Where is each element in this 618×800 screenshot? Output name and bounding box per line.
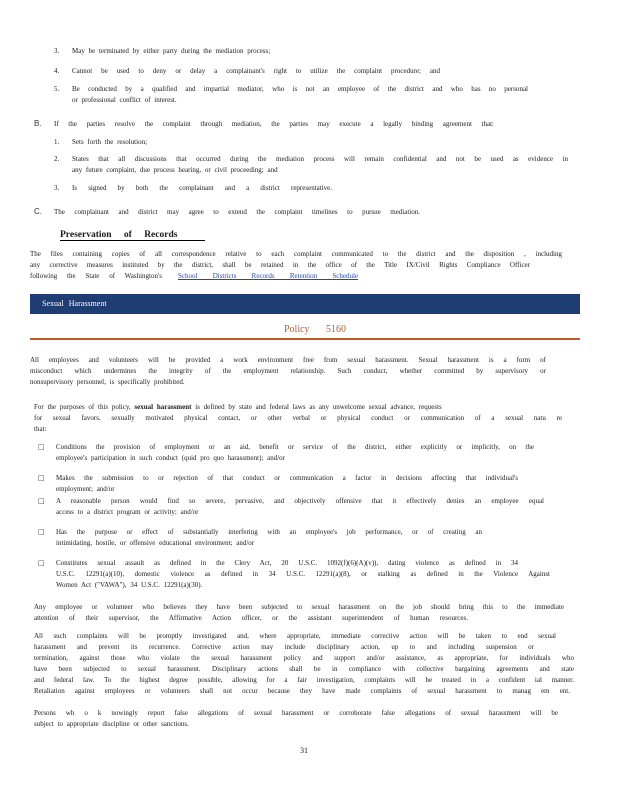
definition-post: is defined by state and federal laws as any unwelcome sexual advance, requests <box>195 403 442 411</box>
false-report-line: subject to appropriate discipline or other sanctions. <box>34 720 189 728</box>
policy-divider <box>30 338 580 340</box>
false-report-line: Persons wh o k nowingly report false allegations of sexual harassment or corroborate false allegations of sexual harassment will be <box>34 709 558 717</box>
bullet-text-cont: U.S.C. 12291(a)(10), domestic violence as defined in 34 U.S.C. 12291(a)(8), or stalking as defined in the Violence Against <box>56 570 550 578</box>
policy-title: Policy 5160 <box>284 324 347 335</box>
list-item-text: Cannot be used to deny or delay a complainant's right to utilize the complaint procedure; and <box>72 67 440 75</box>
definition-pre: For the purposes of this policy, <box>34 403 131 411</box>
list-item-text: States that all discussions that occurred during the mediation process will remain confidential and not be used as evidence in <box>72 155 568 163</box>
bullet-text-cont: access to a district program or activity; and/or <box>56 508 199 516</box>
list-number: 2. <box>54 155 60 163</box>
list-number: 3. <box>54 184 60 192</box>
intro-line: misconduct which undermines the integrity of the employment relationship. Such conduct, whether committed by supervisory or <box>30 367 546 375</box>
definition-line: that: <box>34 425 47 433</box>
investigation-line: harassment and prevent its recurrence. Corrective action may include disciplinary action, up to and including suspension or <box>34 643 534 651</box>
report-line: Any employee or volunteer who believes they have been subjected to sexual harassment on the job should bring this to the immediate <box>34 603 564 611</box>
preservation-line: The files containing copies of all correspondence relative to each complaint communicated to the district and the disposition , including <box>30 250 562 258</box>
report-line: attention of their supervisor, the Affirmative Action officer, or the assistant superintendent of human resources. <box>34 614 468 622</box>
definition-line <box>34 403 564 412</box>
investigation-line: termination, against those who violate the sexual harassment policy and support and/or assistance, as appropriate, for individuals who <box>34 654 574 662</box>
list-item-text-cont: any future complaint, due process hearing, or civil proceeding; and <box>72 166 278 174</box>
intro-line: nonsupervisory personnel, is specifically prohibited. <box>30 378 185 386</box>
bullet-text: Has the purpose or effect of substantially interfering with an employee's job performance, or of creating an <box>56 528 482 536</box>
section-banner <box>30 294 580 314</box>
bullet-text-cont: employee's participation in such conduct (quid pro quo harassment); and/or <box>56 454 286 462</box>
preservation-line: following the State of Washington's <box>30 272 162 280</box>
investigation-line: Retaliation against employees or volunteers shall not occur because they have made complaints of sexual harassment to manag em ent. <box>34 687 570 695</box>
section-text: If the parties resolve the complaint through mediation, the parties may execute a legally binding agreement that: <box>54 120 494 128</box>
list-item-text: Sets forth the resolution; <box>72 138 148 146</box>
investigation-line: and federal law. To the highest degree possible, allowing for a fair investigation, complaints will be treated in a confident ial manner. <box>34 676 574 684</box>
bullet-text: Constitutes sexual assault as defined in the Clery Act, 20 U.S.C. 1092(f)(6)(A)(v)), dating violence as defined in 34 <box>56 559 518 567</box>
section-text: The complainant and district may agree to extend the complaint timelines to pursue mediation. <box>54 208 420 216</box>
list-number: 1. <box>54 138 60 146</box>
checkbox-bullet-icon: □ <box>38 474 45 482</box>
bullet-text-cont: employment; and/or <box>56 485 115 493</box>
page-number: 31 <box>300 746 308 755</box>
checkbox-bullet-icon: □ <box>38 443 45 451</box>
list-item-text-cont: or professional conflict of interest. <box>72 96 177 104</box>
section-letter: C. <box>34 207 42 216</box>
section-heading: Preservation of Records <box>60 230 205 241</box>
section-letter: B. <box>34 119 42 128</box>
list-number: 3. <box>54 47 60 55</box>
definition-term: sexual harassment <box>134 403 192 411</box>
checkbox-bullet-icon: □ <box>38 528 45 536</box>
investigation-line: have been subjected to sexual harassment. Disciplinary actions shall be in compliance with collective bargaining agreements and state <box>34 665 574 673</box>
retention-schedule-link[interactable]: School Districts Records Retention Schedule <box>178 272 358 280</box>
list-item-text: Is signed by both the complainant and a district representative. <box>72 184 332 192</box>
bullet-text: Makes the submission to or rejection of that conduct or communication a factor in decisions affecting that individual's <box>56 474 518 482</box>
bullet-text-cont: intimidating, hostile, or offensive educational environment; and/or <box>56 539 255 547</box>
list-number: 4. <box>54 67 60 75</box>
checkbox-bullet-icon: □ <box>38 497 45 505</box>
bullet-text: A reasonable person would find so severe, pervasive, and objectively offensive that it effectively denies an employee equal <box>56 497 544 505</box>
list-number: 5. <box>54 85 60 93</box>
definition-line: for sexual favors, sexually motivated physical contact, or other verbal or physical conduct or communication of a sexual natu re <box>34 414 562 422</box>
preservation-line: any corrective measures instituted by the district, shall be retained in the office of the Title IX/Civil Rights Compliance Officer <box>30 261 530 269</box>
bullet-text-cont: Women Act ("VAWA"), 34 U.S.C. 12291(a)(30). <box>56 581 203 589</box>
intro-line: All employees and volunteers will be provided a work environment free from sexual harassment. Sexual harassment is a form of <box>30 356 546 364</box>
list-item-text: Be conducted by a qualified and impartial mediator, who is not an employee of the district and who has no personal <box>72 85 528 93</box>
bullet-text: Conditions the provision of employment or an aid, benefit or service of the district, either explicitly or implicitly, on the <box>56 443 534 451</box>
investigation-line: All such complaints will be promptly investigated and, where appropriate, immediate corrective action will be taken to end sexual <box>34 632 556 640</box>
list-item-text: May be terminated by either party during the mediation process; <box>72 47 271 55</box>
checkbox-bullet-icon: □ <box>38 559 45 567</box>
banner-title: Sexual Harassment <box>42 299 107 308</box>
